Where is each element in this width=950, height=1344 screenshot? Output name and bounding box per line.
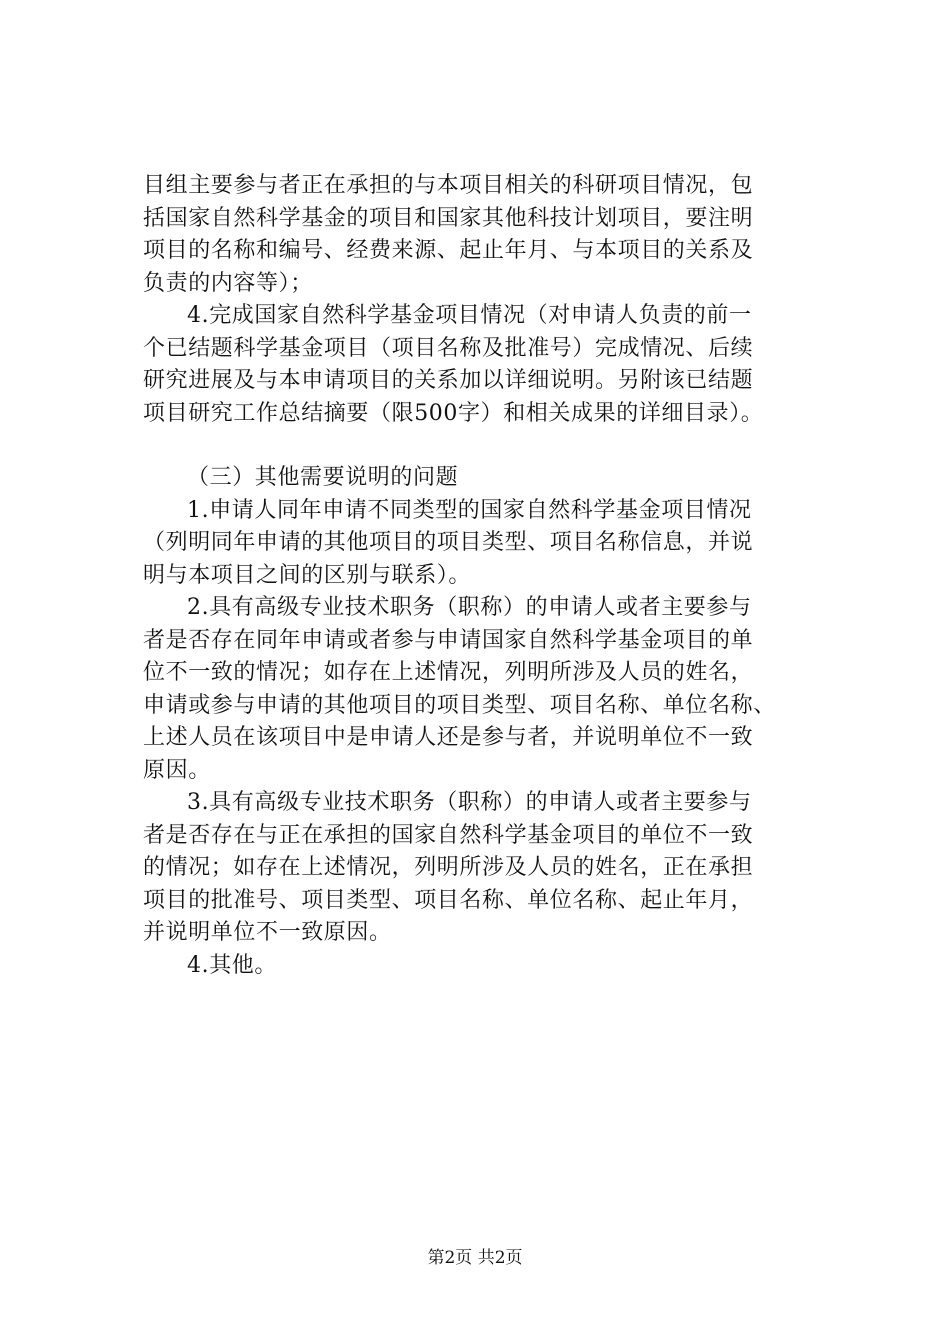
body-line: 1.申请人同年申请不同类型的国家自然科学基金项目情况 [187,497,752,523]
document-body [143,170,833,982]
body-line: 目组主要参与者正在承担的与本项目相关的科研项目情况，包 [143,173,754,198]
body-line: 研究进展及与本申请项目的关系加以详细说明。另附该已结题 [143,368,754,393]
body-line: 者是否存在与正在承担的国家自然科学基金项目的单位不一致 [143,822,754,848]
body-line: 并说明单位不一致原因。 [143,920,392,945]
body-line: 4.其他。 [187,952,277,978]
body-line: 上述人员在该项目中是申请人还是参与者，并说明单位不一致 [143,725,754,750]
body-line: 项目研究工作总结摘要（限500字）和相关成果的详细目录）。 [143,400,764,426]
body-line: 项目的名称和编号、经费来源、起止年月、与本项目的关系及 [143,238,754,263]
body-line: 位不一致的情况；如存在上述情况，列明所涉及人员的姓名， [143,660,754,685]
body-line: 者是否存在同年申请或者参与申请国家自然科学基金项目的单 [143,627,754,653]
body-line: 括国家自然科学基金的项目和国家其他科技计划项目，要注明 [143,205,754,231]
body-line: 4.完成国家自然科学基金项目情况（对申请人负责的前一 [187,303,752,328]
page-footer: 第2页 共2页 [427,1248,523,1268]
body-line: 2.具有高级专业技术职务（职称）的申请人或者主要参与 [187,595,752,620]
body-line: 的情况；如存在上述情况，列明所涉及人员的姓名，正在承担 [143,855,754,880]
body-line: 3.具有高级专业技术职务（职称）的申请人或者主要参与 [187,790,752,815]
paragraph-gap [143,430,833,462]
body-line: 原因。 [143,757,211,783]
section-heading: （三）其他需要说明的问题 [187,465,459,490]
body-line: 申请或参与申请的其他项目的项目类型、项目名称、单位名称、 [143,692,776,718]
body-line: （列明同年申请的其他项目的项目类型、项目名称信息，并说 [143,530,754,555]
body-line: 项目的批准号、项目类型、项目名称、单位名称、起止年月， [143,887,754,913]
body-line: 明与本项目之间的区别与联系）。 [143,562,472,588]
body-line: 个已结题科学基金项目（项目名称及批准号）完成情况、后续 [143,335,754,361]
body-line: 负责的内容等）； [143,270,313,296]
